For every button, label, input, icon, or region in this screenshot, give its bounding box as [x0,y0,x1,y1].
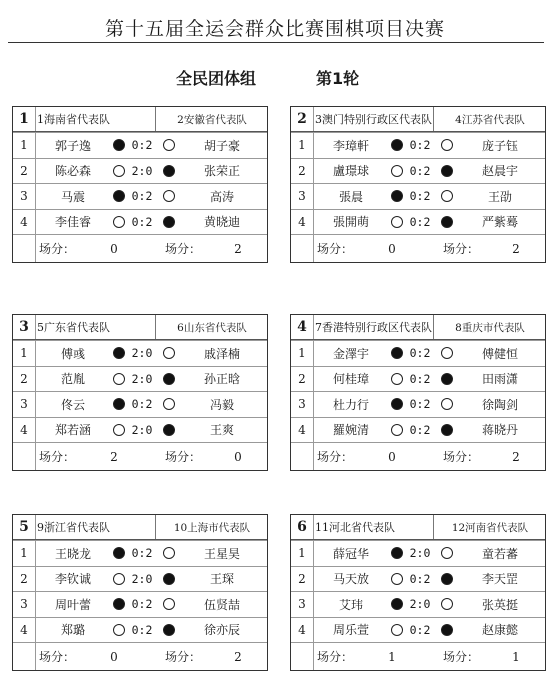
match-number: 2 [291,107,314,131]
board-row [291,566,545,592]
player1-stone-icon [111,567,127,592]
white-stone-icon [163,547,175,559]
board-result: 0:2 [409,622,431,637]
team2-score-label: 场分： [165,242,202,256]
board-result: 0:2 [131,214,153,229]
white-stone-icon [391,573,403,585]
white-stone-icon [391,216,403,228]
player1-stone-icon [389,341,405,366]
board-row [291,132,545,158]
team2-name: 10上海市代表队 [155,515,268,539]
board-row [13,566,267,592]
player2-stone-icon [439,567,455,592]
player2-name: 王劭 [487,189,512,204]
board-number: 4 [291,210,314,235]
black-stone-icon [391,547,403,559]
player2-name: 蒋晓丹 [481,423,518,438]
team1-score: 2 [110,449,118,464]
board-result: 2:0 [131,371,153,386]
player1-name: 李钦诚 [54,572,91,587]
board-row [13,591,267,617]
team2-score: 0 [234,449,242,464]
board-row [291,391,545,417]
black-stone-icon [441,216,453,228]
board-row [13,340,267,366]
player2-name: 黄晓迪 [203,215,240,230]
white-stone-icon [441,190,453,202]
board-row [13,132,267,158]
player1-stone-icon [111,618,127,643]
team1-score-label: 场分： [39,242,76,256]
player1-name: 杜力行 [332,397,369,412]
player2-name: 张荣正 [203,164,240,179]
team1-score: 0 [110,649,118,664]
player1-stone-icon [389,541,405,566]
player1-stone-icon [111,592,127,617]
match-number: 4 [291,315,314,339]
board-result: 0:2 [409,138,431,153]
player2-stone-icon [439,159,455,184]
match-table [290,106,546,263]
match-header [291,315,545,340]
score-row-spacer [291,443,314,470]
white-stone-icon [163,398,175,410]
player1-name: 郭子逸 [54,138,91,153]
white-stone-icon [391,624,403,636]
board-row [291,340,545,366]
team2-score-label: 场分： [165,450,202,464]
player2-name: 赵晨宇 [481,164,518,179]
board-result: 2:0 [131,422,153,437]
board-result: 0:2 [409,163,431,178]
match-table [290,514,546,671]
player2-name: 戚泽楠 [203,346,240,361]
player2-stone-icon [439,418,455,443]
player1-stone-icon [389,418,405,443]
board-result: 0:2 [409,571,431,586]
player2-stone-icon [439,592,455,617]
white-stone-icon [113,573,125,585]
score-row-spacer [13,643,36,670]
board-result: 0:2 [409,422,431,437]
team1-score: 0 [388,449,396,464]
black-stone-icon [163,624,175,636]
player2-stone-icon [439,367,455,392]
player1-stone-icon [111,341,127,366]
team1-score-label: 场分： [39,650,76,664]
black-stone-icon [441,573,453,585]
player2-name: 徐亦辰 [203,623,240,638]
match-number: 6 [291,515,314,539]
board-number: 2 [13,567,36,592]
player1-stone-icon [389,567,405,592]
team1-score-label: 场分： [317,242,354,256]
team2-score: 2 [512,449,520,464]
player2-stone-icon [439,210,455,235]
match-header [13,315,267,340]
black-stone-icon [113,190,125,202]
board-result: 0:2 [409,371,431,386]
board-row [13,158,267,184]
team1-score: 0 [388,241,396,256]
white-stone-icon [391,373,403,385]
black-stone-icon [391,598,403,610]
player1-name: 盧璟球 [332,164,369,179]
player1-stone-icon [389,592,405,617]
white-stone-icon [113,216,125,228]
player1-stone-icon [111,159,127,184]
board-result: 0:2 [131,397,153,412]
player1-stone-icon [389,392,405,417]
player2-name: 李天罡 [481,572,518,587]
board-result: 2:0 [131,346,153,361]
player2-name: 庞子钰 [481,138,518,153]
player2-name: 张英挺 [481,597,518,612]
document-title: 第十五届全运会群众比赛围棋项目决赛 [104,18,445,40]
board-number: 2 [291,159,314,184]
board-result: 0:2 [131,189,153,204]
player2-stone-icon [439,541,455,566]
board-number: 1 [291,341,314,366]
player2-stone-icon [161,159,177,184]
player1-stone-icon [111,184,127,209]
board-number: 1 [291,133,314,158]
player1-name: 羅婉清 [332,423,369,438]
team1-name: 9浙江省代表队 [37,521,110,534]
black-stone-icon [391,139,403,151]
player2-stone-icon [161,592,177,617]
player2-stone-icon [161,567,177,592]
score-row [13,642,267,670]
black-stone-icon [391,190,403,202]
player1-stone-icon [389,184,405,209]
white-stone-icon [391,424,403,436]
player1-name: 马震 [60,189,85,204]
player2-name: 童若蕃 [481,546,518,561]
board-number: 3 [13,592,36,617]
player2-stone-icon [161,341,177,366]
board-row [291,617,545,643]
player2-stone-icon [161,367,177,392]
player1-stone-icon [389,159,405,184]
player1-stone-icon [389,133,405,158]
board-number: 2 [13,159,36,184]
board-number: 1 [291,541,314,566]
board-number: 2 [291,367,314,392]
black-stone-icon [441,165,453,177]
white-stone-icon [163,347,175,359]
match-header [13,515,267,540]
white-stone-icon [441,598,453,610]
board-row [291,209,545,235]
board-row [291,183,545,209]
title-rule [8,42,544,43]
team2-score: 2 [234,241,242,256]
player2-stone-icon [161,133,177,158]
match-number: 3 [13,315,36,339]
board-number: 4 [13,210,36,235]
player1-stone-icon [389,618,405,643]
team1-score: 1 [388,649,396,664]
board-number: 4 [13,618,36,643]
player2-stone-icon [439,392,455,417]
board-result: 0:2 [131,546,153,561]
player2-name: 孙正晗 [203,372,240,387]
player1-stone-icon [111,541,127,566]
player2-name: 赵康懿 [481,623,518,638]
black-stone-icon [163,573,175,585]
score-row [291,642,545,670]
board-number: 2 [291,567,314,592]
black-stone-icon [113,139,125,151]
match-header [291,107,545,132]
round-heading: 第1轮 [316,69,360,88]
player1-stone-icon [111,210,127,235]
player1-stone-icon [389,210,405,235]
board-number: 4 [291,618,314,643]
board-row [291,540,545,566]
team2-score: 1 [512,649,520,664]
black-stone-icon [113,598,125,610]
black-stone-icon [441,373,453,385]
match-number: 1 [13,107,36,131]
player1-name: 何桂璋 [332,372,369,387]
match-table [12,314,268,471]
board-row [13,209,267,235]
player1-name: 陈必森 [54,164,91,179]
white-stone-icon [163,139,175,151]
team2-score: 2 [234,649,242,664]
team2-score-label: 场分： [443,650,480,664]
team1-name: 7香港特别行政区代表队 [315,321,432,334]
board-number: 3 [13,392,36,417]
board-number: 3 [13,184,36,209]
match-number: 5 [13,515,36,539]
board-result: 0:2 [409,346,431,361]
player1-name: 周叶蕾 [54,597,91,612]
team1-score-label: 场分： [317,650,354,664]
player1-name: 郑璐 [60,623,85,638]
player1-name: 張開萌 [332,215,369,230]
board-result: 2:0 [131,571,153,586]
player1-name: 金澤宇 [332,346,369,361]
player1-stone-icon [111,133,127,158]
score-row-spacer [13,443,36,470]
player2-stone-icon [439,341,455,366]
black-stone-icon [113,547,125,559]
player2-stone-icon [439,618,455,643]
player1-name: 马天放 [332,572,369,587]
player1-name: 王晓龙 [54,546,91,561]
board-number: 1 [13,541,36,566]
player1-stone-icon [389,367,405,392]
board-row [291,417,545,443]
team2-name: 2安徽省代表队 [155,107,268,131]
white-stone-icon [441,139,453,151]
team1-name: 3澳门特别行政区代表队 [315,113,432,126]
black-stone-icon [391,347,403,359]
black-stone-icon [113,398,125,410]
board-result: 0:2 [409,189,431,204]
player2-stone-icon [439,184,455,209]
score-row [291,442,545,470]
board-number: 4 [13,418,36,443]
player1-name: 張晨 [338,189,363,204]
black-stone-icon [163,165,175,177]
board-result: 0:2 [131,597,153,612]
player2-stone-icon [161,541,177,566]
player1-stone-icon [111,418,127,443]
black-stone-icon [113,347,125,359]
player2-name: 王星昊 [203,546,240,561]
team2-score-label: 场分： [443,242,480,256]
player1-stone-icon [111,392,127,417]
player2-stone-icon [161,392,177,417]
white-stone-icon [113,424,125,436]
player2-name: 田雨潇 [481,372,518,387]
team2-score-label: 场分： [165,650,202,664]
player2-name: 傅健恒 [481,346,518,361]
match-header [291,515,545,540]
team2-name: 6山东省代表队 [155,315,268,339]
white-stone-icon [391,165,403,177]
player1-name: 薛冠华 [332,546,369,561]
white-stone-icon [441,547,453,559]
board-row [291,366,545,392]
board-result: 2:0 [409,546,431,561]
score-row-spacer [291,643,314,670]
team1-name: 5广东省代表队 [37,321,110,334]
player1-stone-icon [111,367,127,392]
score-row [291,234,545,262]
team1-score-label: 场分： [317,450,354,464]
player2-name: 严紫蓦 [481,215,518,230]
board-result: 2:0 [131,163,153,178]
player2-name: 高涛 [209,189,234,204]
board-row [13,617,267,643]
player1-name: 郑若涵 [54,423,91,438]
black-stone-icon [163,216,175,228]
player2-name: 胡子豪 [203,138,240,153]
board-row [291,591,545,617]
team1-score: 0 [110,241,118,256]
white-stone-icon [163,598,175,610]
team1-name: 11河北省代表队 [315,521,395,534]
white-stone-icon [441,398,453,410]
board-number: 1 [13,341,36,366]
black-stone-icon [441,424,453,436]
black-stone-icon [163,373,175,385]
player1-name: 李璋軒 [332,138,369,153]
board-result: 0:2 [131,138,153,153]
board-row [13,417,267,443]
black-stone-icon [441,624,453,636]
score-row [13,234,267,262]
player1-name: 艾玮 [338,597,363,612]
board-result: 0:2 [409,214,431,229]
white-stone-icon [441,347,453,359]
board-result: 2:0 [409,597,431,612]
player2-stone-icon [439,133,455,158]
score-row-spacer [291,235,314,262]
score-row [13,442,267,470]
board-result: 0:2 [409,397,431,412]
white-stone-icon [163,190,175,202]
team2-score-label: 场分： [443,450,480,464]
board-number: 2 [13,367,36,392]
white-stone-icon [113,373,125,385]
team2-score: 2 [512,241,520,256]
white-stone-icon [113,624,125,636]
player2-name: 伍贤喆 [203,597,240,612]
player1-name: 范胤 [60,372,85,387]
score-row-spacer [13,235,36,262]
player1-name: 傅彧 [60,346,85,361]
match-header [13,107,267,132]
board-row [291,158,545,184]
player2-stone-icon [161,618,177,643]
black-stone-icon [163,424,175,436]
team2-name: 12河南省代表队 [433,515,546,539]
white-stone-icon [113,165,125,177]
team2-name: 4江苏省代表队 [433,107,546,131]
player1-name: 周乐萱 [332,623,369,638]
player1-name: 佟云 [60,397,85,412]
team1-name: 1海南省代表队 [37,113,110,126]
board-row [13,366,267,392]
player2-name: 徐陶剑 [481,397,518,412]
board-row [13,540,267,566]
board-number: 3 [291,184,314,209]
player2-name: 冯毅 [209,397,234,412]
board-number: 3 [291,392,314,417]
black-stone-icon [391,398,403,410]
player2-stone-icon [161,418,177,443]
team2-name: 8重庆市代表队 [433,315,546,339]
board-row [13,183,267,209]
board-number: 3 [291,592,314,617]
board-number: 4 [291,418,314,443]
player2-stone-icon [161,184,177,209]
board-row [13,391,267,417]
player1-name: 李佳睿 [54,215,91,230]
group-heading: 全民团体组 [176,69,257,88]
board-result: 0:2 [131,622,153,637]
player2-stone-icon [161,210,177,235]
match-table [12,514,268,671]
player2-name: 王琛 [209,572,234,587]
match-table [290,314,546,471]
player2-name: 王爽 [209,423,234,438]
match-table [12,106,268,263]
board-number: 1 [13,133,36,158]
team1-score-label: 场分： [39,450,76,464]
